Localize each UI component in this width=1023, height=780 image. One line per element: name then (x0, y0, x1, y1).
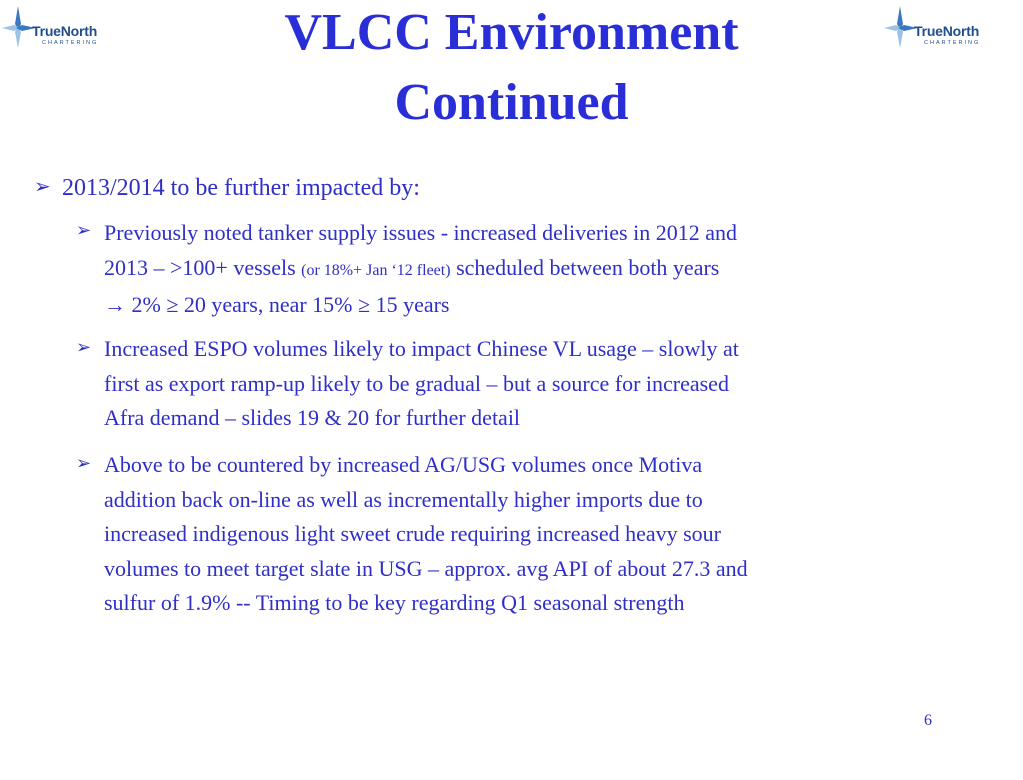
bullet-arrow-icon: ➢ (76, 337, 92, 357)
sub-bullet-supply (104, 216, 984, 323)
sub-bullet-line: Afra demand – slides 19 & 20 for further detail (104, 405, 521, 430)
sub-bullet-espo (104, 332, 984, 436)
sub-bullet-line: increased indigenous light sweet crude requiring increased heavy sour (104, 521, 722, 546)
title-line-2: Continued (394, 74, 629, 131)
sub-bullet-line: volumes to meet target slate in USG – approx. avg API of about 27.3 and (104, 555, 748, 581)
title-line-1: VLCC Environment (284, 4, 739, 61)
logo-subtitle: CHARTERING (42, 40, 99, 46)
main-bullet: 2013/2014 to be further impacted by: (62, 175, 420, 201)
sub-bullet-line: 2013 – >100+ vessels (or 18%+ Jan ‘12 fleet) scheduled between both years (104, 254, 720, 280)
sub-bullet-line: Above to be countered by increased AG/USG volumes once Motiva (104, 452, 703, 477)
logo-subtitle: CHARTERING (924, 40, 981, 46)
sub-bullet-line: Increased ESPO volumes likely to impact Chinese VL usage – slowly at (104, 336, 739, 361)
bullet-arrow-icon: ➢ (34, 176, 51, 198)
sub-bullet-line: Previously noted tanker supply issues - increased deliveries in 2012 and (104, 220, 737, 245)
sub-bullet-line: first as export ramp-up likely to be gradual – but a source for increased (104, 370, 729, 396)
sub-bullet-ag-usg (104, 448, 984, 621)
bullet-arrow-icon: ➢ (76, 453, 92, 473)
logo-wordmark: TrueNorth (32, 23, 98, 39)
sub-bullet-line: addition back on-line as well as incrementally higher imports due to (104, 486, 703, 512)
page-number: 6 (924, 712, 932, 729)
bullet-arrow-icon: ➢ (76, 220, 92, 240)
logo-wordmark: TrueNorth (914, 23, 980, 39)
sub-bullet-line: → 2% ≥ 20 years, near 15% ≥ 15 years (104, 292, 450, 317)
sub-bullet-line: sulfur of 1.9% -- Timing to be key regarding Q1 seasonal strength (104, 590, 685, 615)
